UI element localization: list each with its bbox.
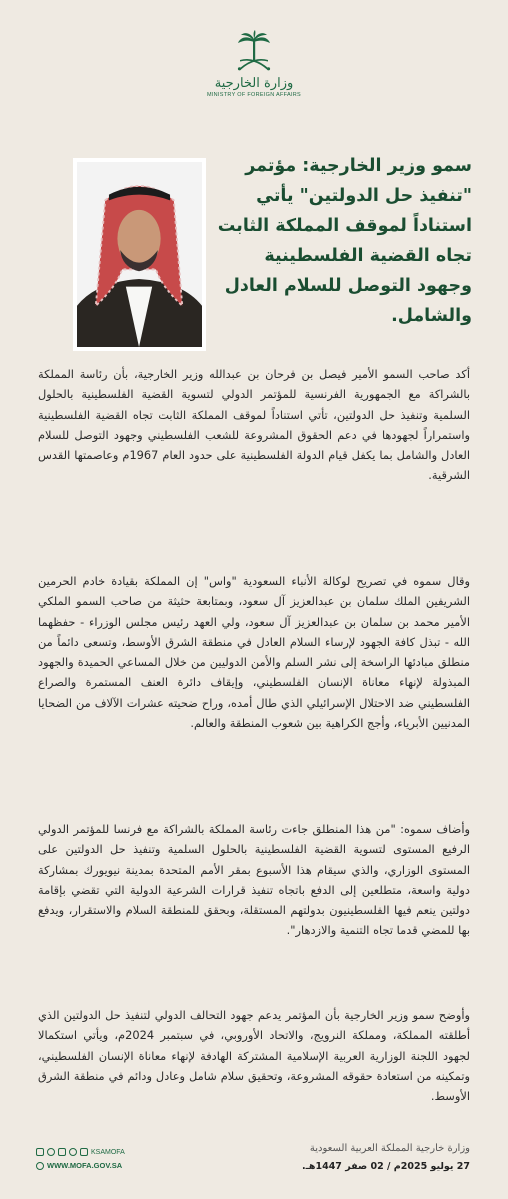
footer (0, 1135, 508, 1199)
linkedin-icon[interactable] (36, 1148, 44, 1156)
instagram-icon[interactable] (58, 1148, 66, 1156)
ministry-name-arabic: وزارة الخارجية (214, 76, 294, 91)
ministry-name-english: MINISTRY OF FOREIGN AFFAIRS (206, 92, 302, 98)
paragraph-3: وأضاف سموه: "من هذا المنطلق جاءت رئاسة المملكة بالشراكة مع فرنسا للمؤتمر الدولي الرفيع المستوى لتسوية القضية الفلسطينية بالحلول السلمية وتنفيذ حل الدولتين على المستوى الوزاري، والذي سيقام هذا الأسبوع بمقر الأمم المتحدة بمدينة نيويورك بمشاركة دولية واسعة، متطلعين إلى الدفع باتجاه تنفيذ قرارات الشرعية الدولية التي تقضي بإقامة دولتين ينعم فيها الفلسطينيون بدولتهم المستقلة، وبحقق للمنطقة السلام والاستقرار، ويدفع بها للمضي قدما تجاه التنمية والازدهار". (38, 822, 470, 938)
minister-portrait (73, 158, 206, 351)
x-icon[interactable] (80, 1148, 88, 1156)
website-link[interactable] (36, 1161, 122, 1170)
publication-date: 27 يوليو 2025م / 02 صفر 1447هـ. (302, 1161, 470, 1172)
social-handle: KSAMOFA (91, 1148, 125, 1156)
social-links (36, 1148, 125, 1156)
paragraph-4: وأوضح سمو وزير الخارجية بأن المؤتمر يدعم جهود التحالف الدولي لتنفيذ حل الدولتين الذي أطلقته المملكة، ومملكة النرويج، والاتحاد الأوروبي، في سبتمبر 2024م، ويأتي استكمالا لجهود اللجنة الوزارية العربية الإسلامية المشتركة الهادفة لإنهاء معاناة الإنسان الفلسطيني، وتمكينه من استعادة حقوقه المشروعة، وتحقيق سلام شامل وعادل ودائم في منطقة الشرق الأوسط. (38, 1008, 471, 1104)
headline: سمو وزير الخارجية: مؤتمر "تنفيذ حل الدولتين" يأتي استناداً لموقف المملكة الثابت تجاه القضية الفلسطينية وجهود التوصل للسلام العادل والشامل. (217, 156, 472, 326)
youtube-icon[interactable] (69, 1148, 77, 1156)
paragraph-1: أكد صاحب السمو الأمير فيصل بن فرحان بن عبدالله وزير الخارجية، بأن رئاسة المملكة بالشراكة مع الجمهورية الفرنسية للمؤتمر الدولي لتسوية القضية الفلسطينية بالحلول السلمية وتنفيذ حل الدولتين، تأتي استناداً لموقف المملكة الثابت تجاه القضية الفلسطينية واستمراراً لجهودها في دعم الحقوق المشروعة للشعب الفلسطيني وجهود التوصل للسلام العادل والشامل بما يكفل قيام الدولة الفلسطينية على حدود العام 1967م وعاصمتها القدس الشرقية. (38, 367, 470, 483)
website-url: WWW.MOFA.GOV.SA (47, 1161, 123, 1170)
palm-and-crossed-swords-icon (232, 30, 276, 74)
paragraph-2: وقال سموه في تصريح لوكالة الأنباء السعودية "واس" إن المملكة بقيادة خادم الحرمين الشريفين الملك سلمان بن عبدالعزيز آل سعود، وبمتابعة حثيثة من صاحب السمو الملكي الأمير محمد بن سلمان بن عبدالعزيز آل سعود، ولي العهد رئيس مجلس الوزراء - حفظهما الله - تبذل كافة الجهود لإرساء السلام العادل في منطقة الشرق الأوسط، وتسعى دائماً من منطلق مبادئها الراسخة إلى نشر السلم والأمن الدوليين من خلال المساعي الحميدة والجهود المبذولة لإنهاء معاناة الإنسان الفلسطيني، وإيقاف دائرة العنف المستمرة والصراع الفلسطيني ضد الاحتلال الإسرائيلي الذي طال أمده، وراح ضحيته عشرات الآلاف من الضحايا المدنيين الأبرياء، وأجج الكراهية بين شعوب المنطقة والعالم. (38, 574, 470, 731)
globe-icon (36, 1162, 44, 1170)
ministry-logo (204, 30, 304, 98)
snapchat-icon[interactable] (47, 1148, 55, 1156)
organization-name: وزارة خارجية المملكة العربية السعودية (309, 1143, 470, 1154)
